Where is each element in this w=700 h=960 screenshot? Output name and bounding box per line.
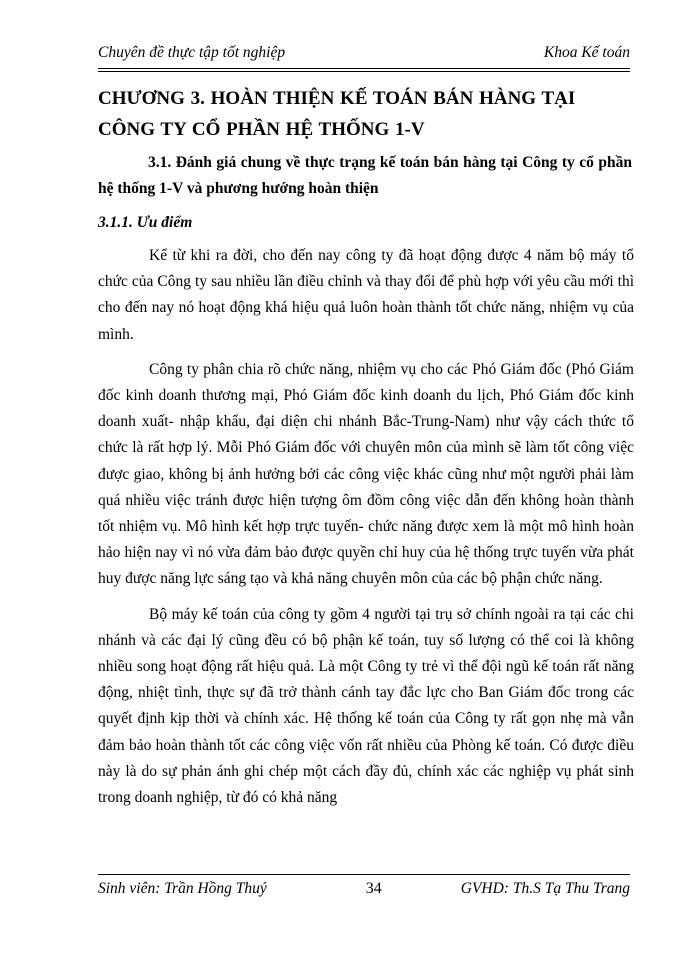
page-number: 34	[365, 880, 382, 897]
page-footer	[98, 880, 630, 898]
header-department: Khoa Kế toán	[543, 44, 630, 61]
page-header	[98, 44, 630, 62]
header-rule-secondary	[98, 71, 630, 72]
body-text	[98, 243, 634, 820]
section-title: 3.1. Đánh giá chung về thực trạng kế toán bán hàng tại Công ty cổ phần hệ thống 1-V và phương hướng hoàn thiện	[98, 154, 632, 197]
header-rule	[98, 68, 630, 69]
chapter-title: CHƯƠNG 3. HOÀN THIỆN KẾ TOÁN BÁN HÀNG TẠI CÔNG TY CỔ PHẦN HỆ THỐNG 1-V	[98, 88, 576, 140]
paragraph: Kể từ khi ra đời, cho đến nay công ty đã hoạt động được 4 năm bộ máy tổ chức của Công ty sau nhiều lần điều chỉnh và thay đổi để phù hợp với yêu cầu mới thì cho đến nay nó hoạt động khá hiệu quả luôn hoàn thành tốt chức năng, nhiệm vụ của mình.	[98, 247, 634, 343]
footer-student: Sinh viên: Trần Hồng Thuý	[98, 880, 267, 897]
paragraph: Bộ máy kế toán của công ty gồm 4 người tại trụ sở chính ngoài ra tại các chi nhánh và các đại lý cũng đều có bộ phận kế toán, tuy số lượng có thể coi là không nhiều song hoạt động rất hiệu quả. Là một Công ty trẻ vì thế đội ngũ kế toán rất năng động, nhiệt tình, thực sự đã trở thành cánh tay đắc lực cho Ban Giám đốc trong các quyết định kịp thời và chính xác. Hệ thống kế toán của Công ty rất gọn nhẹ mà vẫn đảm bảo hoàn thành tốt các công việc vốn rất nhiều của Phòng kế toán. Có được điều này là do sự phản ánh ghi chép một cách đầy đủ, chính xác các nghiệp vụ phát sinh trong doanh nghiệp, từ đó có khả năng	[98, 605, 634, 807]
header-course: Chuyên đề thực tập tốt nghiệp	[98, 44, 286, 61]
footer-rule	[98, 874, 630, 875]
footer-advisor: GVHD: Th.S Tạ Thu Trang	[460, 880, 630, 897]
paragraph: Công ty phân chia rõ chức năng, nhiệm vụ cho các Phó Giám đốc (Phó Giám đốc kinh doanh thương mại, Phó Giám đốc kinh doanh du lịch, Phó Giám đốc kinh doanh xuất- nhập khẩu, đại diện chi nhánh Bắc-Trung-Nam) như vậy cách thức tổ chức là rất hợp lý. Mỗi Phó Giám đốc với chuyên môn của mình sẽ làm tốt công việc được giao, không bị ảnh hưởng bởi các công việc khác cũng như một người phải làm quá nhiều việc tránh được hiện tượng ôm đồm công việc dẫn đến không hoàn thành tốt nhiệm vụ. Mô hình kết hợp trực tuyến- chức năng được xem là một mô hình hoàn hảo hiện nay vì nó vừa đảm bảo được quyền chỉ huy của hệ thống trực tuyến vừa phát huy được năng lực sáng tạo và khả năng chuyên môn của các bộ phận chức năng.	[98, 360, 634, 588]
subsection-title: 3.1.1. Ưu điểm	[98, 214, 193, 231]
